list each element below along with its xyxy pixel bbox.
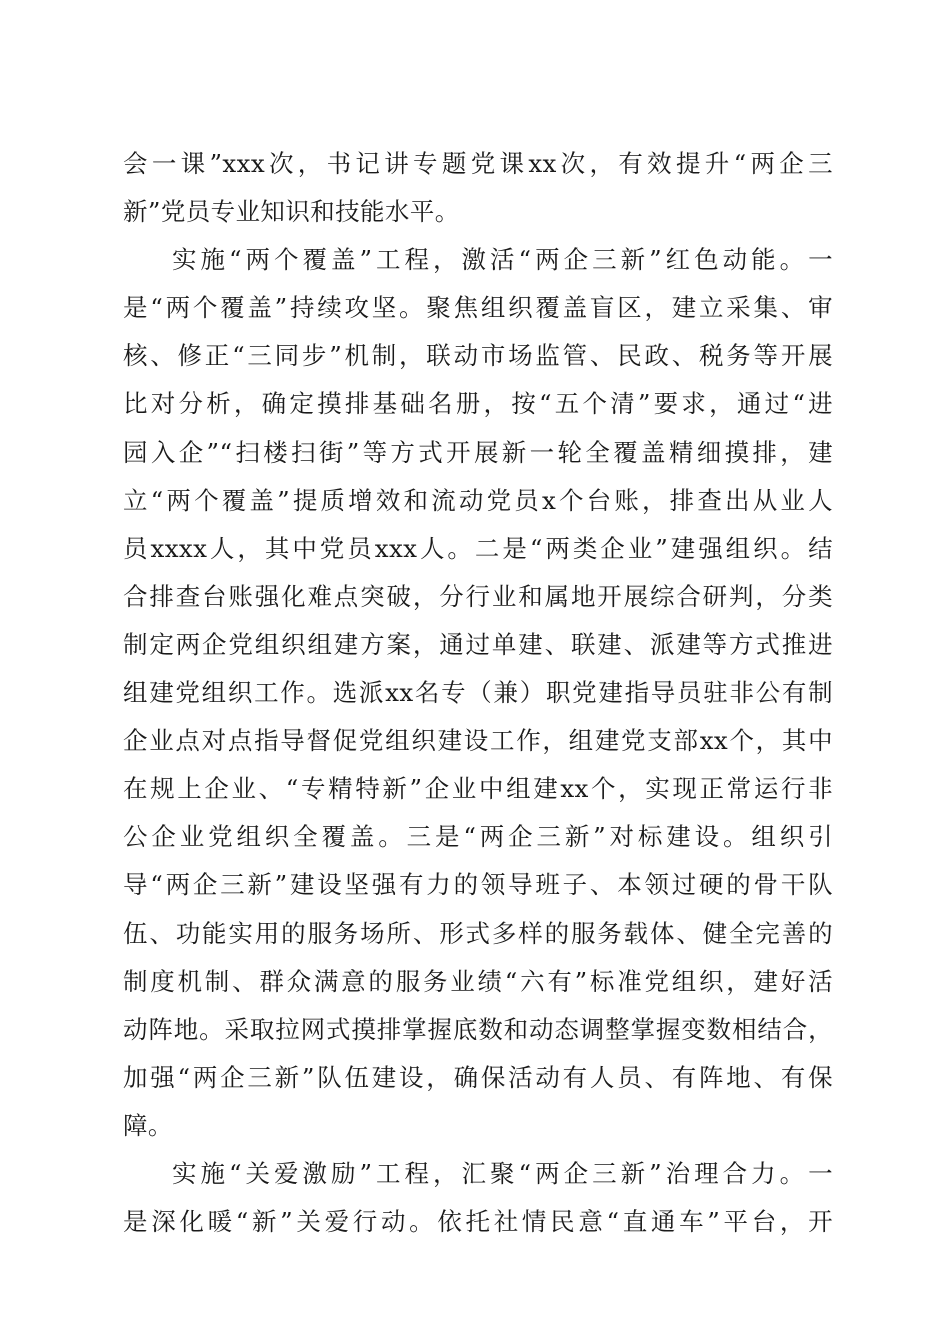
text-line: 新”党员专业知识和技能水平。 — [123, 197, 460, 227]
text-line: 立“两个覆盖”提质增效和流动党员x个台账，排查出从业人 — [123, 485, 833, 515]
text-line: 比对分析，确定摸排基础名册，按“五个清”要求，通过“进 — [123, 389, 833, 419]
text-line: 核、修正“三同步”机制，联动市场监管、民政、税务等开展 — [123, 341, 833, 371]
paragraph-1 — [123, 140, 833, 236]
text-line: 加强“两企三新”队伍建设，确保活动有人员、有阵地、有保 — [123, 1062, 833, 1092]
text-line: 在规上企业、“专精特新”企业中组建xx个，实现正常运行非 — [123, 774, 833, 804]
text-line: 企业点对点指导督促党组织建设工作，组建党支部xx个，其中 — [123, 726, 833, 756]
text-line: 公企业党组织全覆盖。三是“两企三新”对标建设。组织引 — [123, 822, 833, 852]
text-line: 是深化暖“新”关爱行动。依托社情民意“直通车”平台，开 — [123, 1207, 833, 1237]
text-line: 园入企”“扫楼扫街”等方式开展新一轮全覆盖精细摸排，建 — [123, 437, 833, 467]
text-line: 实施“两个覆盖”工程，激活“两企三新”红色动能。一 — [172, 245, 833, 275]
text-line: 是“两个覆盖”持续攻坚。聚焦组织覆盖盲区，建立采集、审 — [123, 293, 833, 323]
text-line: 实施“关爱激励”工程，汇聚“两企三新”治理合力。一 — [172, 1158, 833, 1188]
paragraph-3 — [123, 1150, 833, 1246]
text-line: 合排查台账强化难点突破，分行业和属地开展综合研判，分类 — [123, 581, 833, 611]
text-line: 员xxxx人，其中党员xxx人。二是“两类企业”建强组织。结 — [123, 533, 833, 563]
text-line: 组建党组织工作。选派xx名专（兼）职党建指导员驻非公有制 — [123, 678, 833, 708]
text-line: 障。 — [123, 1110, 173, 1140]
text-line: 制度机制、群众满意的服务业绩“六有”标准党组织，建好活 — [123, 966, 833, 996]
text-line: 导“两企三新”建设坚强有力的领导班子、本领过硬的骨干队 — [123, 870, 833, 900]
text-line: 制定两企党组织组建方案，通过单建、联建、派建等方式推进 — [123, 629, 833, 659]
text-line: 伍、功能实用的服务场所、形式多样的服务载体、健全完善的 — [123, 918, 833, 948]
paragraph-2 — [123, 236, 833, 1150]
text-line: 动阵地。采取拉网式摸排掌握底数和动态调整掌握变数相结合， — [123, 1014, 833, 1044]
document-body — [123, 140, 833, 1246]
text-line: 会一课”xxx次，书记讲专题党课xx次，有效提升“两企三 — [123, 149, 833, 178]
